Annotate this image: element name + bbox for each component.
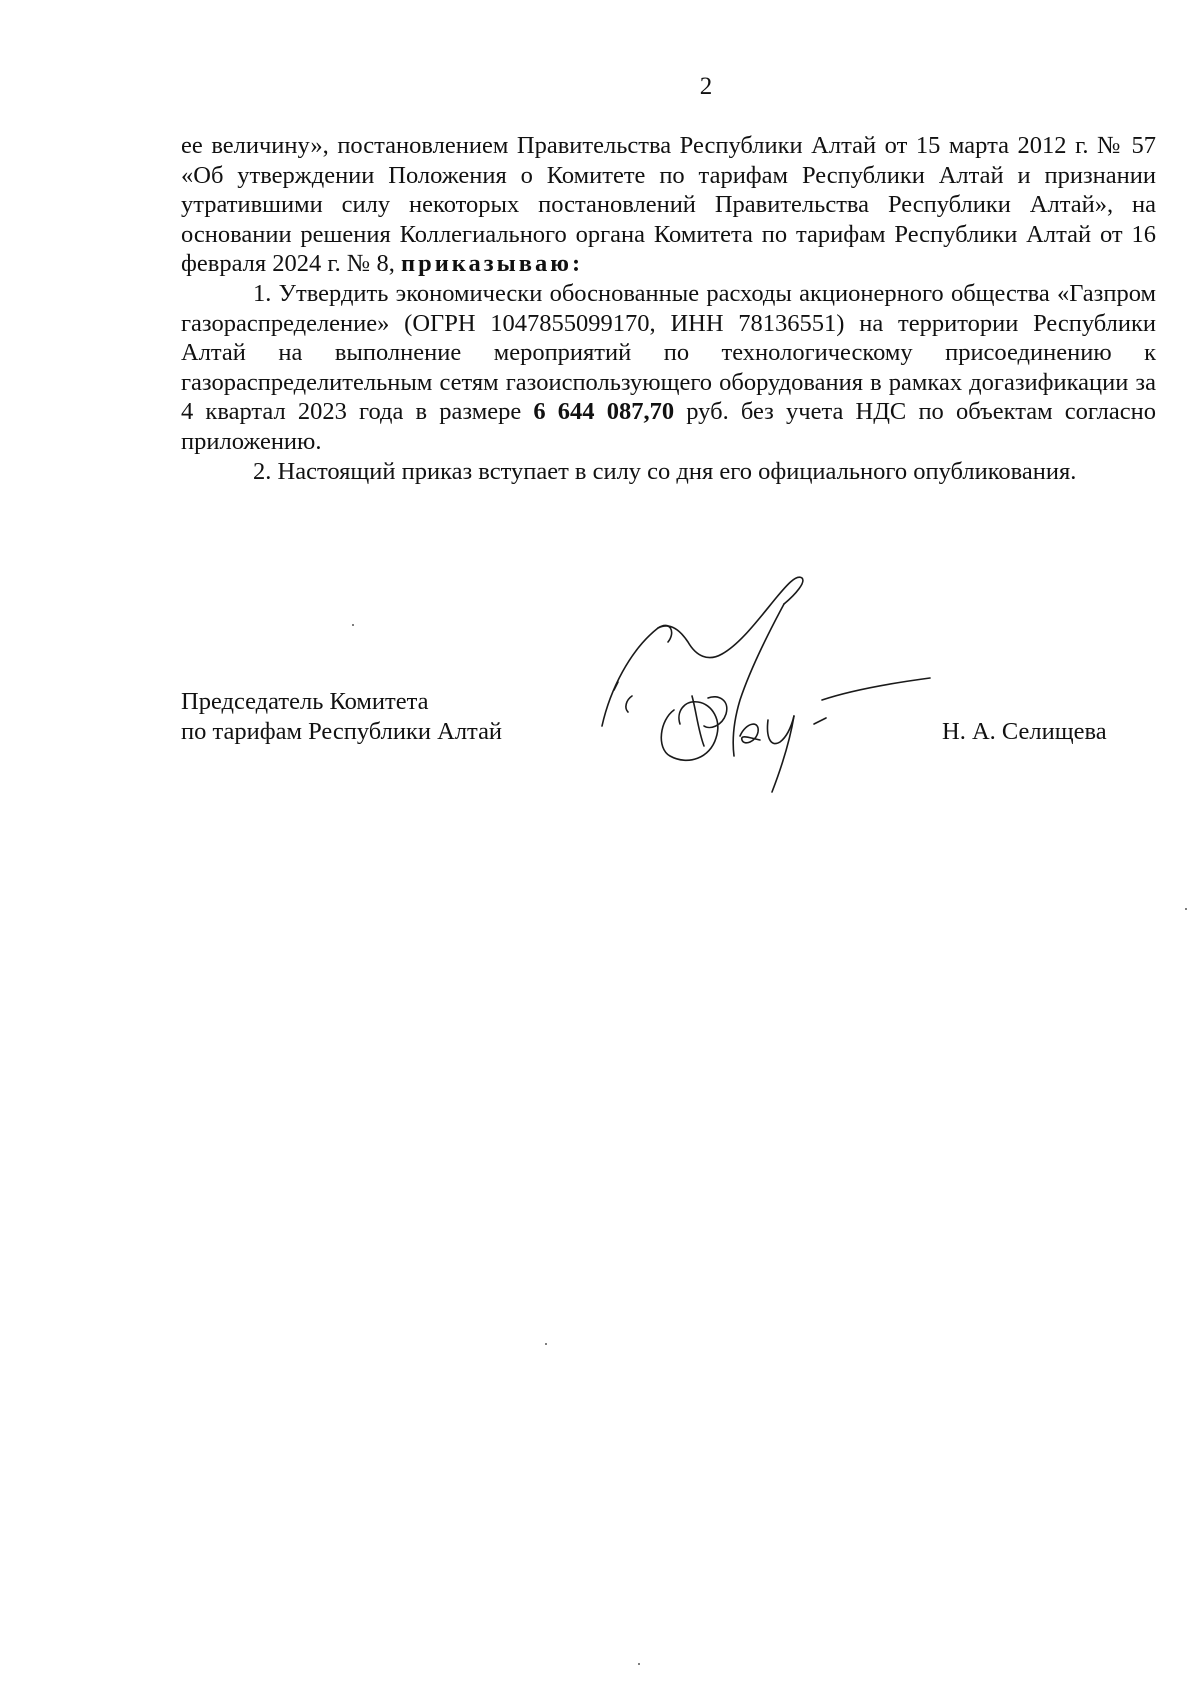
position-line-1: Председатель Комитета: [181, 688, 429, 715]
scan-speck: [545, 1343, 547, 1345]
document-body: [181, 131, 1156, 486]
scan-speck: [1185, 908, 1187, 910]
item-1-text-end: руб. без учета НДС по объектам согласно приложению.: [181, 398, 1157, 455]
page-number: 2: [699, 73, 713, 100]
scan-speck: [638, 1663, 640, 1665]
signatory-position: [181, 687, 502, 747]
paragraph-item-2: 2. Настоящий приказ вступает в силу со дня его официального опубликования.: [253, 457, 1077, 485]
handwritten-signature: [600, 570, 940, 800]
paragraph-item-1: [181, 279, 1156, 457]
expense-amount: 6 644 087,70: [533, 398, 675, 426]
legal-basis-text: ее величину», постановлением Правительства Республики Алтай от 15 марта 2012 г. № 57 «Об утверждении Положения о Комитете по тарифам Республики Алтай и признании утратившими силу некоторых постановлений Правительства Республики Алтай», на основании решения Коллегиального органа Комитета по тарифам Республики Алтай от 16 февраля 2024 г. № 8,: [181, 132, 1156, 278]
signatory-name: Н. А. Селищева: [942, 718, 1107, 745]
item-1-text: 1. Утвердить экономически обоснованные расходы акционерного общества «Газпром газораспределение» (ОГРН 1047855099170, ИНН 78136551) на территории Республики Алтай на выполнение мероприятий по технологическому присоединению к газораспределительным сетям газоиспользующего оборудования в рамках догазификации за 4 квартал 2023 года в размере: [181, 279, 1156, 426]
paragraph-legal-basis: [181, 131, 1156, 279]
scan-speck: [352, 624, 354, 626]
order-keyword: приказываю:: [400, 250, 584, 278]
position-line-2: по тарифам Республики Алтай: [181, 718, 503, 745]
